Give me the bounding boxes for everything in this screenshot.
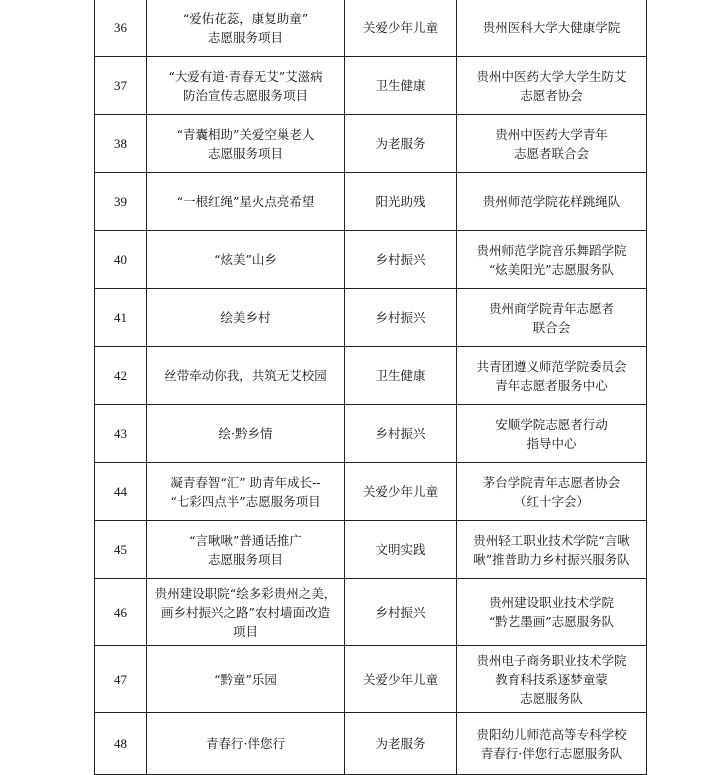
organization-name: 安顺学院志愿者行动 指导中心 — [457, 405, 647, 463]
service-category: 乡村振兴 — [345, 579, 457, 646]
project-name: 凝青春智“汇” 助青年成长-- “七彩四点半”志愿服务项目 — [147, 463, 345, 521]
project-name: “黔童”乐园 — [147, 646, 345, 713]
row-number: 46 — [95, 579, 147, 646]
service-category: 乡村振兴 — [345, 405, 457, 463]
project-name: “言啾啾”普通话推广 志愿服务项目 — [147, 521, 345, 579]
service-category: 关爱少年儿童 — [345, 0, 457, 57]
row-number: 44 — [95, 463, 147, 521]
organization-name: 贵州师范学院花样跳绳队 — [457, 173, 647, 231]
table-row — [95, 231, 647, 289]
service-category: 乡村振兴 — [345, 231, 457, 289]
project-name: “炫美”山乡 — [147, 231, 345, 289]
table-row — [95, 579, 647, 646]
row-number: 37 — [95, 57, 147, 115]
volunteer-project-table-wrap — [94, 0, 646, 775]
project-name: “爱佑花蕊，康复助童” 志愿服务项目 — [147, 0, 345, 57]
table-row — [95, 646, 647, 713]
service-category: 为老服务 — [345, 713, 457, 775]
row-number: 45 — [95, 521, 147, 579]
organization-name: 茅台学院青年志愿者协会 （红十字会） — [457, 463, 647, 521]
project-name: 青春行·伴您行 — [147, 713, 345, 775]
row-number: 42 — [95, 347, 147, 405]
row-number: 48 — [95, 713, 147, 775]
organization-name: 共青团遵义师范学院委员会 青年志愿者服务中心 — [457, 347, 647, 405]
table-row — [95, 405, 647, 463]
organization-name: 贵州医科大学大健康学院 — [457, 0, 647, 57]
service-category: 关爱少年儿童 — [345, 463, 457, 521]
table-row — [95, 463, 647, 521]
organization-name: 贵州轻工职业技术学院“言啾 啾”推普助力乡村振兴服务队 — [457, 521, 647, 579]
project-name: “一根红绳”星火点亮希望 — [147, 173, 345, 231]
organization-name: 贵州中医药大学青年 志愿者联合会 — [457, 115, 647, 173]
project-name: 贵州建设职院“绘多彩贵州之美， 画乡村振兴之路”农村墙面改造 项目 — [147, 579, 345, 646]
table-row — [95, 173, 647, 231]
organization-name: 贵州商学院青年志愿者 联合会 — [457, 289, 647, 347]
project-name: “大爱有道·青春无艾”艾滋病 防治宣传志愿服务项目 — [147, 57, 345, 115]
row-number: 43 — [95, 405, 147, 463]
project-name: 绘·黔乡情 — [147, 405, 345, 463]
table-row — [95, 115, 647, 173]
table-row — [95, 289, 647, 347]
organization-name: 贵州师范学院音乐舞蹈学院 “炫美阳光”志愿服务队 — [457, 231, 647, 289]
row-number: 40 — [95, 231, 147, 289]
organization-name: 贵州中医药大学大学生防艾 志愿者协会 — [457, 57, 647, 115]
row-number: 38 — [95, 115, 147, 173]
project-name: 绘美乡村 — [147, 289, 345, 347]
organization-name: 贵州建设职业技术学院 “黔艺墨画”志愿服务队 — [457, 579, 647, 646]
service-category: 文明实践 — [345, 521, 457, 579]
service-category: 乡村振兴 — [345, 289, 457, 347]
row-number: 47 — [95, 646, 147, 713]
row-number: 41 — [95, 289, 147, 347]
row-number: 39 — [95, 173, 147, 231]
organization-name: 贵阳幼儿师范高等专科学校 青春行·伴您行志愿服务队 — [457, 713, 647, 775]
service-category: 阳光助残 — [345, 173, 457, 231]
table-row — [95, 57, 647, 115]
project-name: “青囊相助”关爱空巢老人 志愿服务项目 — [147, 115, 345, 173]
volunteer-project-table — [94, 0, 647, 775]
table-row — [95, 347, 647, 405]
row-number: 36 — [95, 0, 147, 57]
table-row — [95, 521, 647, 579]
service-category: 卫生健康 — [345, 347, 457, 405]
table-row — [95, 713, 647, 775]
project-name: 丝带牵动你我，共筑无艾校园 — [147, 347, 345, 405]
service-category: 关爱少年儿童 — [345, 646, 457, 713]
organization-name: 贵州电子商务职业技术学院 教育科技系逐梦童蒙 志愿服务队 — [457, 646, 647, 713]
service-category: 卫生健康 — [345, 57, 457, 115]
service-category: 为老服务 — [345, 115, 457, 173]
table-row — [95, 0, 647, 57]
